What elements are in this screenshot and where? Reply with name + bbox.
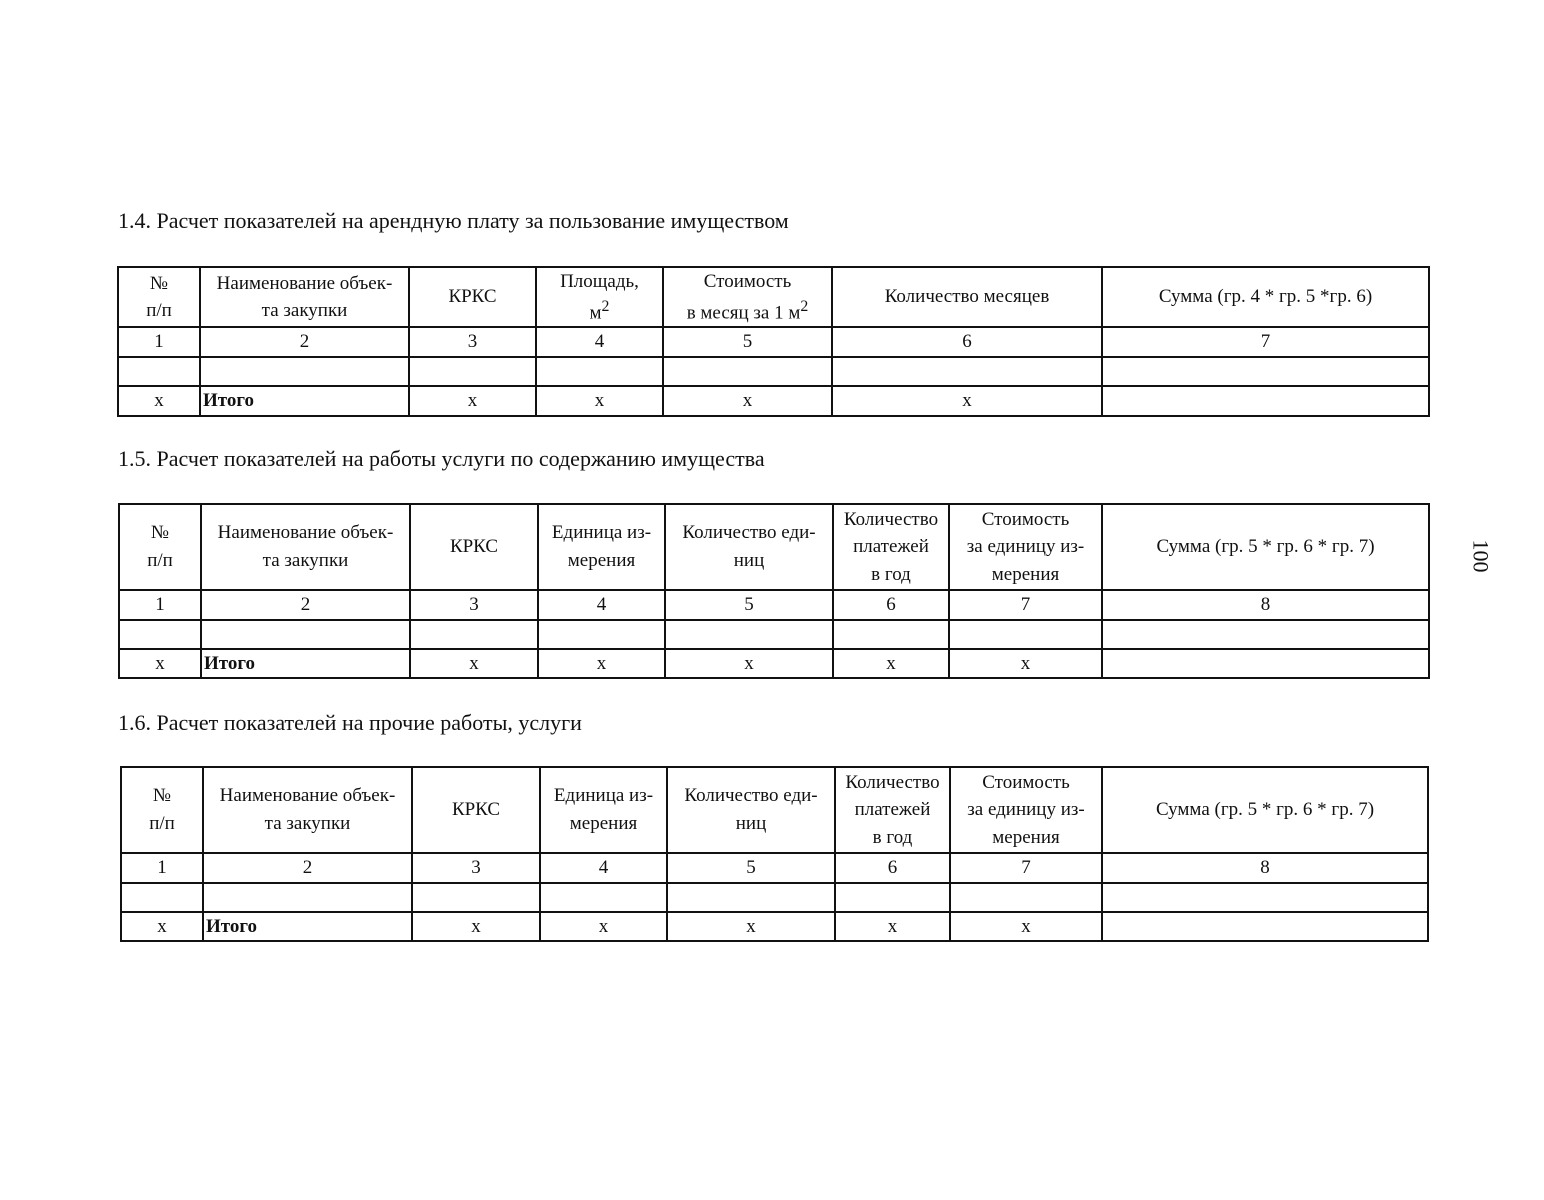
table-row-empty [118, 357, 1429, 386]
header-cell-krks: КРКС [409, 267, 536, 327]
header-cell-item-name: Наименование объек- та закупки [200, 267, 409, 327]
total-label: Итого [200, 386, 409, 416]
table-row-empty [121, 883, 1428, 912]
table-row-total: x Итого x x x x x [121, 912, 1428, 942]
header-cell-unit: Единица из- мерения [540, 767, 667, 853]
table-column-number-row: 1 2 3 4 5 6 7 8 [121, 853, 1428, 883]
section-1-6-title: 1.6. Расчет показателей на прочие работы, услуги [118, 710, 582, 735]
header-cell-item-name: Наименование объек- та закупки [201, 504, 410, 590]
table-1-4 [117, 266, 1430, 417]
header-cell-area: Площадь, $м^2$ [536, 267, 663, 327]
header-cell-krks: КРКС [410, 504, 538, 590]
header-cell-sum: Сумма (гр. 5 * гр. 6 * гр. 7) [1102, 504, 1429, 590]
header-cell-sum: Сумма (гр. 5 * гр. 6 * гр. 7) [1102, 767, 1428, 853]
header-cell-sum: Сумма (гр. 4 * гр. 5 *гр. 6) [1102, 267, 1429, 327]
header-cell-unit-count: Количество еди- ниц [667, 767, 835, 853]
table-1-6 [120, 766, 1429, 942]
header-cell-krks: КРКС [412, 767, 540, 853]
header-cell-number: № п/п [121, 767, 203, 853]
section-1-4-title: 1.4. Расчет показателей на арендную плату за пользование имуществом [118, 208, 789, 233]
table-row-empty [119, 620, 1429, 649]
table-row-total: x Итого x x x x x [119, 649, 1429, 679]
table-header-row [119, 504, 1429, 590]
table-row-total: x Итого x x x x [118, 386, 1429, 416]
header-cell-unit-cost: Стоимость за единицу из- мерения [950, 767, 1102, 853]
header-cell-item-name: Наименование объек- та закупки [203, 767, 412, 853]
header-cell-months-count: Количество месяцев [832, 267, 1102, 327]
section-1-5-title: 1.5. Расчет показателей на работы услуги по содержанию имущества [118, 446, 765, 471]
table-column-number-row: 1 2 3 4 5 6 7 8 [119, 590, 1429, 620]
table-header-row [121, 767, 1428, 853]
header-cell-unit-count: Количество еди- ниц [665, 504, 833, 590]
page-number: 100 [1468, 539, 1494, 573]
header-cell-payments-per-year: Количество платежей в год [833, 504, 949, 590]
header-cell-number: № п/п [118, 267, 200, 327]
table-header-row [118, 267, 1429, 327]
header-cell-number: № п/п [119, 504, 201, 590]
total-label: Итого [201, 649, 410, 679]
header-cell-payments-per-year: Количество платежей в год [835, 767, 950, 853]
total-label: Итого [203, 912, 412, 942]
header-cell-unit: Единица из- мерения [538, 504, 665, 590]
header-cell-monthly-cost: Стоимость в месяц за 1 $м^2$ [663, 267, 832, 327]
table-column-number-row: 1 2 3 4 5 6 7 [118, 327, 1429, 357]
header-cell-unit-cost: Стоимость за единицу из- мерения [949, 504, 1102, 590]
table-1-5 [118, 503, 1430, 679]
